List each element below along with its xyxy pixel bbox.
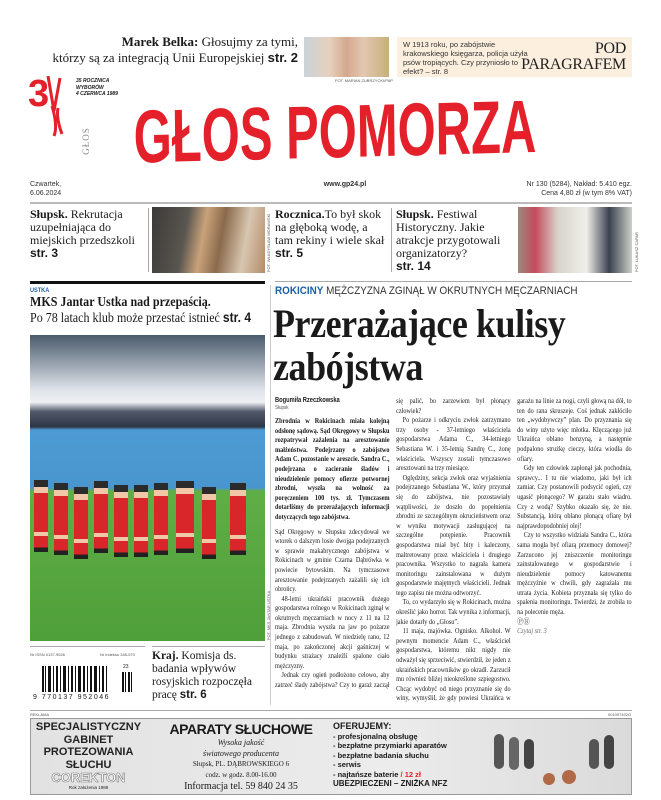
svg-text:3: 3: [28, 73, 50, 115]
pod-paragrafem-box[interactable]: [397, 37, 632, 77]
ustka-article[interactable]: [30, 287, 262, 326]
teaser-photo: [518, 207, 632, 273]
teaser-rocznica[interactable]: Rocznica.To był skok na głęboką wodę, a tam rekiny i wiele skał str. 5: [275, 207, 385, 260]
main-kicker: ROKICINY MĘŻCZYZNA ZGINĄŁ W OKRUTNYCH MĘCZARNIACH: [275, 285, 578, 297]
issue-info: Nr 130 (5284), Nakład: 5.410 egz. Cena 4,80 zł (w tym 8% VAT): [526, 181, 632, 197]
issn: Nr ISSN 0137-9526: [30, 652, 65, 657]
divider: [30, 202, 632, 204]
teaser-festiwal[interactable]: Słupsk. Festiwal Historyczny. Jakie atrakcje przygotowali organizatorzy? str. 14: [396, 207, 501, 273]
anniversary-text: 35 ROCZNICA WYBORÓW 4 CZERWCA 1989: [76, 78, 118, 97]
main-headline[interactable]: Przerażające kulisy zabójstwa: [273, 301, 566, 389]
teaser-text: którzy są za integracją Unii Europejskiej: [52, 50, 265, 65]
article-lead: Zbrodnia w Rokicinach miała kolejną odsłonę sądową. Sąd Okręgowy w Słupsku rozpatrywał zażalenia na aresztowanie małżeństwa. Podejrzany o zabójstwo Adam C. pozostanie w areszcie. Sandra C., podejrzana o zacieranie śladów i nieudzielenie pomocy ofierze potwornej zbrodni, wyszła na wolność za poręczeniem 100 tys. zł. Tymczasem dotarliśmy do przerażających informacji dotyczących tego zabójstwa.: [275, 416, 390, 521]
kicker: USTKA: [30, 287, 50, 294]
ad-center: APARATY SŁUCHOWE Wysoka jakość światowego producenta Słupsk, PL. DĄBROWSKIEGO 6 codz. w godz. 8.00-16.00 Informacja tel. 59 840 24 35: [169, 721, 313, 792]
website-link[interactable]: www.gp24.pl: [323, 181, 367, 188]
masthead-title: GŁOS POMORZA: [133, 84, 537, 180]
photo-credit: FOT. MARIAN ZUBRZYCKI/PAP: [335, 78, 393, 83]
barcode-addon: 23: [123, 664, 129, 670]
divider: [30, 710, 632, 711]
divider: [152, 646, 265, 647]
teaser-przedszkola[interactable]: Słupsk. Rekrutacja uzupełniająca do miejskich przedszkoli str. 3: [30, 207, 135, 260]
author-place: Słupsk: [275, 405, 289, 411]
ad-code: 001097402G: [608, 712, 632, 717]
ad-label: REKLAMA: [30, 712, 50, 717]
article-paragraph: 48-letni ukraiński pracownik dużego gospodarstwa rolnego w Rokicinach zginął w okrutnych męczarniach w nocy z 11 na 12 maja. Zbrodnia wyszła na jaw po pożarze jednego z zabudowań. W niedzielę rano, 12 maja, po zakończonej akcji gaśniczej w budynku strażacy znaleźli spalone ciało mężczyzny.: [275, 593, 390, 670]
teaser-photo: [152, 207, 265, 273]
index-number: Nr indeksu 348-570: [100, 652, 135, 657]
anniversary-logo: [28, 66, 73, 138]
article-paragraph: Jednak czy ogień podłożono celowo, aby zatrzeć ślady zabójstwa? Czy to garaż zaczął się palić, bo zarzewiem był płonący człowiek?: [275, 396, 511, 690]
date: Czwartek, 6.06.2024: [30, 181, 62, 197]
article-title: MKS Jantar Ustka nad przepaścią.: [30, 295, 211, 310]
photo-credit: FOT. WŁADYSŁAW MORAWSKI: [266, 213, 271, 272]
photo-credit: FOT. MKS JANTAR USTKA: [266, 590, 271, 640]
article-paragraph: Gdy ten człowiek zapłonął jak pochodnia, sprawcy... I tu nie wiadomo, jaki był ich zamiar. Czy postanowili podsycić ogień, czy ugasić płonącego? W garażu stało wiadro. Czy z wodą? Szybko okazało się, że nie. Substancją, którą oblano płonącą ofiarę był najprawdopodobniej olej!: [517, 463, 632, 530]
author: Bogumiła Rzeczkowska: [275, 397, 340, 404]
pod-paragrafem-title: POD PARAGRAFEM: [521, 40, 626, 73]
teaser-kraj[interactable]: Kraj. Komisja ds. badania wpływów rosyjskich rozpoczęła pracę str. 6: [152, 650, 252, 701]
barcode-number: 9 770137 952046: [33, 694, 110, 701]
article-body: [275, 396, 632, 706]
article-paragraph: Sąd Okręgowy w Słupsku zdecydował we wtorek o dalszym losie dwojga podejrzanych w sprawie makabrycznego zabójstwa w Rokicinach w gminie Czarna Dąbrówka w powiecie bytowskim. Na tymczasowe aresztowanie podejrzanych zażalili się ich obrońcy.: [275, 526, 390, 594]
ad-left: SPECJALISTYCZNY GABINET PROTEZOWANIA SŁUCHU COREKTON Rok założenia 1989: [35, 721, 142, 790]
divider: [275, 281, 632, 282]
continue-link[interactable]: Czytaj str. 3: [517, 626, 547, 636]
article-paragraph: To, co wydarzyło się w Rokicinach, można określić jako horror. Tak wynika z informacji, jakie dotarły do „Głosu”.: [396, 597, 511, 626]
photo-credit: FOT. ŁUKASZ CAPAR: [634, 232, 639, 272]
author-sign: ⓅⒷ: [517, 616, 530, 626]
article-paragraph: 11 maja, majówka. Ognisko. Alkohol. W pewnym momencie Adam C., właściciel gospodarstwa, któremu nikt nigdy nie odważył się sprzeciwić, stwierdził, że jeden z ukraińskich pracowników go okradł. Zarzucił mu również bliżej nieokreślone szpiegostwo. Chcąc wydobyć od niego przyznanie się do winy, wymyślił, że gdy powiesi Ukraińca w garażu na linie za nogi, czyli głową na dół, to ten do rana skruszeje. Coś jednak zakłóciło ten „wydobywczy” plan. Do przyznania się do winy użyto więc młotka. Klęczącego już Ukraińca oblano benzyną, a następnie podpalono strużkę cieczy, która wiodła do ofiary.: [396, 396, 632, 703]
teaser-text: Głosujmy za tymi,: [201, 34, 298, 49]
divider: [391, 208, 392, 272]
divider: [30, 646, 145, 647]
page-ref: str. 4: [222, 309, 252, 325]
belka-photo: [304, 37, 389, 77]
article-paragraph: Oględziny, sekcja zwłok oraz wyjaśnienia podejrzanego Sebastiana W., który przyznał się do zabójstwa, nie pozostawiały wątpliwości, że doszło do popełnienia zbrodni ze szczególnym okrucieństwem oraz w wyniku motywacji zasługującej na szczególne potępienie. Pracownik gospodarstwa miał być bity i kaleczony, maltretowany przez właściciela i drugiego pracownika. Wszystko to nagrała kamera monitoringu zainstalowana w dużym gospodarstwie majętnych właścicieli. Jednak tego zapisu nie można odtworzyć.: [396, 472, 511, 597]
hearing-aid-ad[interactable]: [30, 718, 632, 795]
hearing-aids-image: [489, 729, 629, 789]
divider: [270, 285, 271, 705]
divider: [148, 208, 149, 272]
masthead-side: GŁOS: [80, 127, 91, 155]
page-ref: str. 2: [267, 50, 298, 65]
teaser-lead: Marek Belka:: [121, 34, 199, 49]
pod-paragrafem-text: W 1913 roku, po zabójstwie krakowskiego księgarza, policja użyła psów tropiących. Czy przyniosło to efekt? – str. 8: [403, 40, 528, 76]
divider: [30, 281, 265, 284]
article-sub: Po 78 latach klub może przestać istnieć: [30, 311, 220, 326]
team-photo: [30, 335, 265, 641]
article-paragraph: Czy to wszystko widziała Sandra C., która sama mogła być ofiarą przemocy domowej? Zarzucono jej zniszczenie monitoringu zainstalowanego w gospodarstwie i nieudzielenie pomocy katowanemu mężczyźnie w chwili, gdy zagrażała mu utrata życia. Kobieta przyznała się tylko do spalenia monitoringu. Twierdzi, że zrobiła to na polecenie męża.: [517, 530, 632, 617]
article-paragraph: Po pożarze i odkryciu zwłok zatrzymano trzy osoby - 37-letniego właściciela gospodarstwa Adama C., 34-letniego Sebastiana W. i 35-letnią Sandrę C., żonę właściciela. Wszyscy zostali tymczasowo aresztowani na trzy miesiące.: [396, 415, 511, 473]
ad-offer: OFERUJEMY: - profesjonalną obsługę - bezpłatne przymiarki aparatów - bezpłatne badania słuchu - serwis - najtańsze baterie / 12 zł UBEZPIECZENI – ZNIŻKA NFZ: [333, 721, 448, 788]
belka-teaser[interactable]: [52, 34, 298, 66]
